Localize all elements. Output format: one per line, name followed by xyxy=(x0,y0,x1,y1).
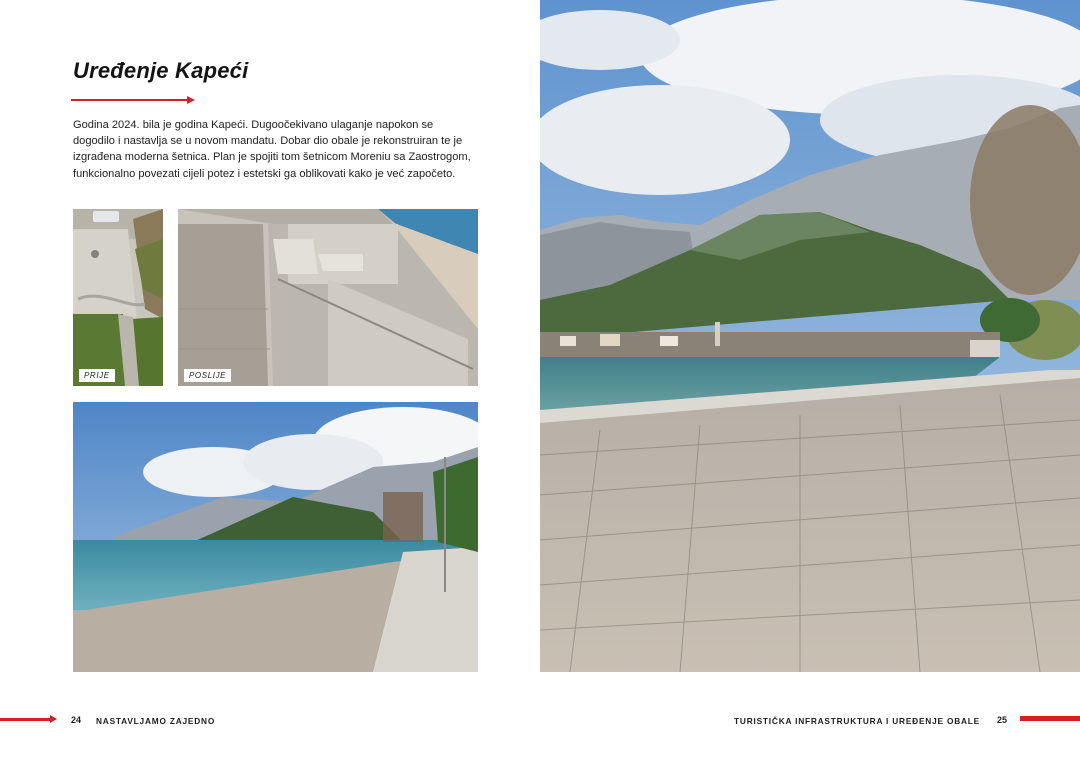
before-photo xyxy=(73,209,163,386)
promenade-photo xyxy=(73,402,478,672)
after-photo xyxy=(178,209,478,386)
footer-accent-bar-left xyxy=(0,718,52,721)
title-arrow-icon xyxy=(187,96,195,104)
page-number-left: 24 xyxy=(71,715,82,725)
footer-arrow-left-icon xyxy=(50,715,57,723)
before-badge: PRIJE xyxy=(79,369,115,382)
after-badge: POSLIJE xyxy=(184,369,231,382)
footer-section-right: TURISTIČKA INFRASTRUKTURA I UREĐENJE OBALE xyxy=(734,716,980,726)
page-number-right: 25 xyxy=(997,715,1008,725)
intro-paragraph: Godina 2024. bila je godina Kapeći. Dugoočekivano ulaganje napokon se dogodilo i nastavlja se u novom mandatu. Dobar dio obale je rekonstruiran te je izgrađena moderna šetnica. Plan je spojiti tom šetnicom Moreniu sa Zaostrogom, funkcionalno povezati cijeli potez i estetski ga oblikovati kako je već započeto. xyxy=(73,119,471,180)
page-title: Uređenje Kapeći xyxy=(73,58,249,83)
footer-section-left: NASTAVLJAMO ZAJEDNO xyxy=(96,716,216,726)
footer-accent-bar-right xyxy=(1020,716,1080,721)
hero-photo xyxy=(540,0,1080,672)
title-underline xyxy=(71,99,189,101)
